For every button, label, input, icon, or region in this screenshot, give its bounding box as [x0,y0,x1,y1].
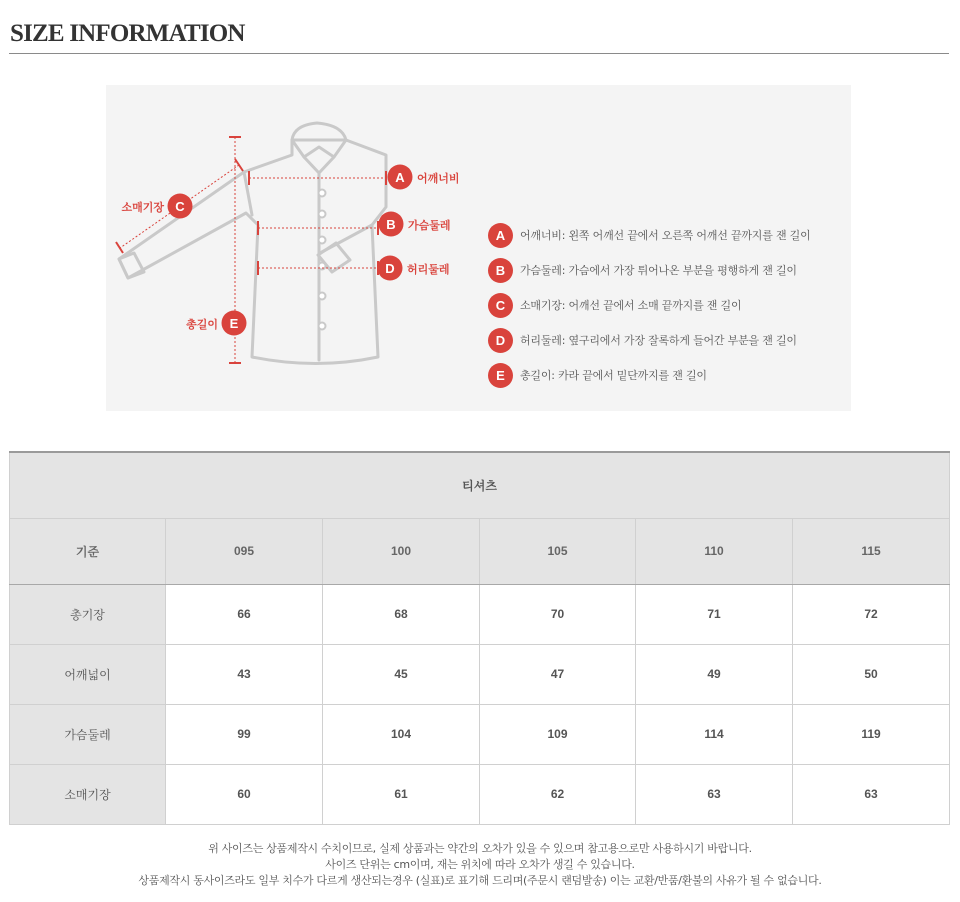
marker-c-badge: C [488,293,513,318]
legend-text: 어깨너비: 왼쪽 어깨선 끝에서 오른쪽 어깨선 끝까지를 잰 길이 [520,229,811,242]
legend-text: 총길이: 카라 끝에서 밑단까지를 잰 길이 [520,369,707,382]
size-header: 115 [793,518,950,584]
table-cell: 119 [793,704,950,764]
table-header-label: 기준 [10,518,166,584]
marker-e [222,311,247,336]
label-a: 어깨너비 [417,172,460,185]
marker-a [388,165,413,190]
legend-item-a [488,222,811,248]
legend-text: 가슴둘레: 가슴에서 가장 튀어나온 부분을 평행하게 잰 길이 [520,264,797,277]
table-cell: 62 [480,764,636,824]
legend-item-e [488,362,707,388]
note-line: 위 사이즈는 상품제작시 수치이므로, 실제 상품과는 약간의 오차가 있을 수 있으며 참고용으로만 사용하시기 바랍니다. [208,842,752,855]
legend-item-c [488,292,741,318]
table-cell: 63 [793,764,950,824]
legend-item-d [488,327,797,353]
size-header: 100 [323,518,480,584]
size-header: 095 [166,518,323,584]
marker-b-badge: B [488,258,513,283]
table-cell: 63 [636,764,793,824]
table-cell: 68 [323,584,480,644]
marker-b [379,212,404,237]
title-divider [9,53,949,54]
table-cell: 99 [166,704,323,764]
table-row [10,644,950,704]
table-cell: 61 [323,764,480,824]
svg-text:A: A [395,170,405,185]
label-b: 가슴둘레 [408,219,451,232]
svg-text:B: B [386,217,396,232]
marker-e-badge: E [488,363,513,388]
table-cell: 49 [636,644,793,704]
table-cell: 45 [323,644,480,704]
svg-text:C: C [175,199,185,214]
table-cell: 43 [166,644,323,704]
table-cell: 114 [636,704,793,764]
marker-a-badge: A [488,223,513,248]
table-cell: 50 [793,644,950,704]
measurement-diagram [106,85,851,411]
table-cell: 66 [166,584,323,644]
row-label: 어깨넓이 [10,644,166,704]
label-e: 총길이 [186,318,218,331]
marker-d-badge: D [488,328,513,353]
table-row [10,764,950,824]
table-cell: 104 [323,704,480,764]
shirt-illustration [106,85,851,411]
table-title: 티셔츠 [10,452,950,518]
row-label: 가슴둘레 [10,704,166,764]
legend-text: 허리둘레: 옆구리에서 가장 잘록하게 들어간 부분을 잰 길이 [520,334,797,347]
table-cell: 47 [480,644,636,704]
table-row [10,584,950,644]
size-header: 105 [480,518,636,584]
table-row [10,704,950,764]
legend-item-b [488,257,797,283]
label-c: 소매기장 [121,201,164,214]
svg-text:E: E [229,316,239,331]
note-line: 상품제작시 동사이즈라도 일부 치수가 다르게 생산되는경우 (실표)로 표기해 드리며(주문시 랜덤발송) 이는 교환/반품/환불의 사유가 될 수 없습니다. [138,874,822,887]
row-label: 총기장 [10,584,166,644]
table-cell: 60 [166,764,323,824]
marker-d [378,256,403,281]
row-label: 소매기장 [10,764,166,824]
label-d: 허리둘레 [407,263,450,276]
page-title: SIZE INFORMATION [10,20,245,47]
table-cell: 71 [636,584,793,644]
table-cell: 109 [480,704,636,764]
size-header: 110 [636,518,793,584]
table-cell: 72 [793,584,950,644]
size-notes [0,841,960,889]
legend-text: 소매기장: 어깨선 끝에서 소매 끝까지를 잰 길이 [520,299,742,312]
marker-c [168,194,193,219]
table-cell: 70 [480,584,636,644]
size-table [9,451,950,825]
svg-text:D: D [385,261,395,276]
note-line: 사이즈 단위는 cm이며, 재는 위치에 따라 오차가 생길 수 있습니다. [325,858,635,871]
